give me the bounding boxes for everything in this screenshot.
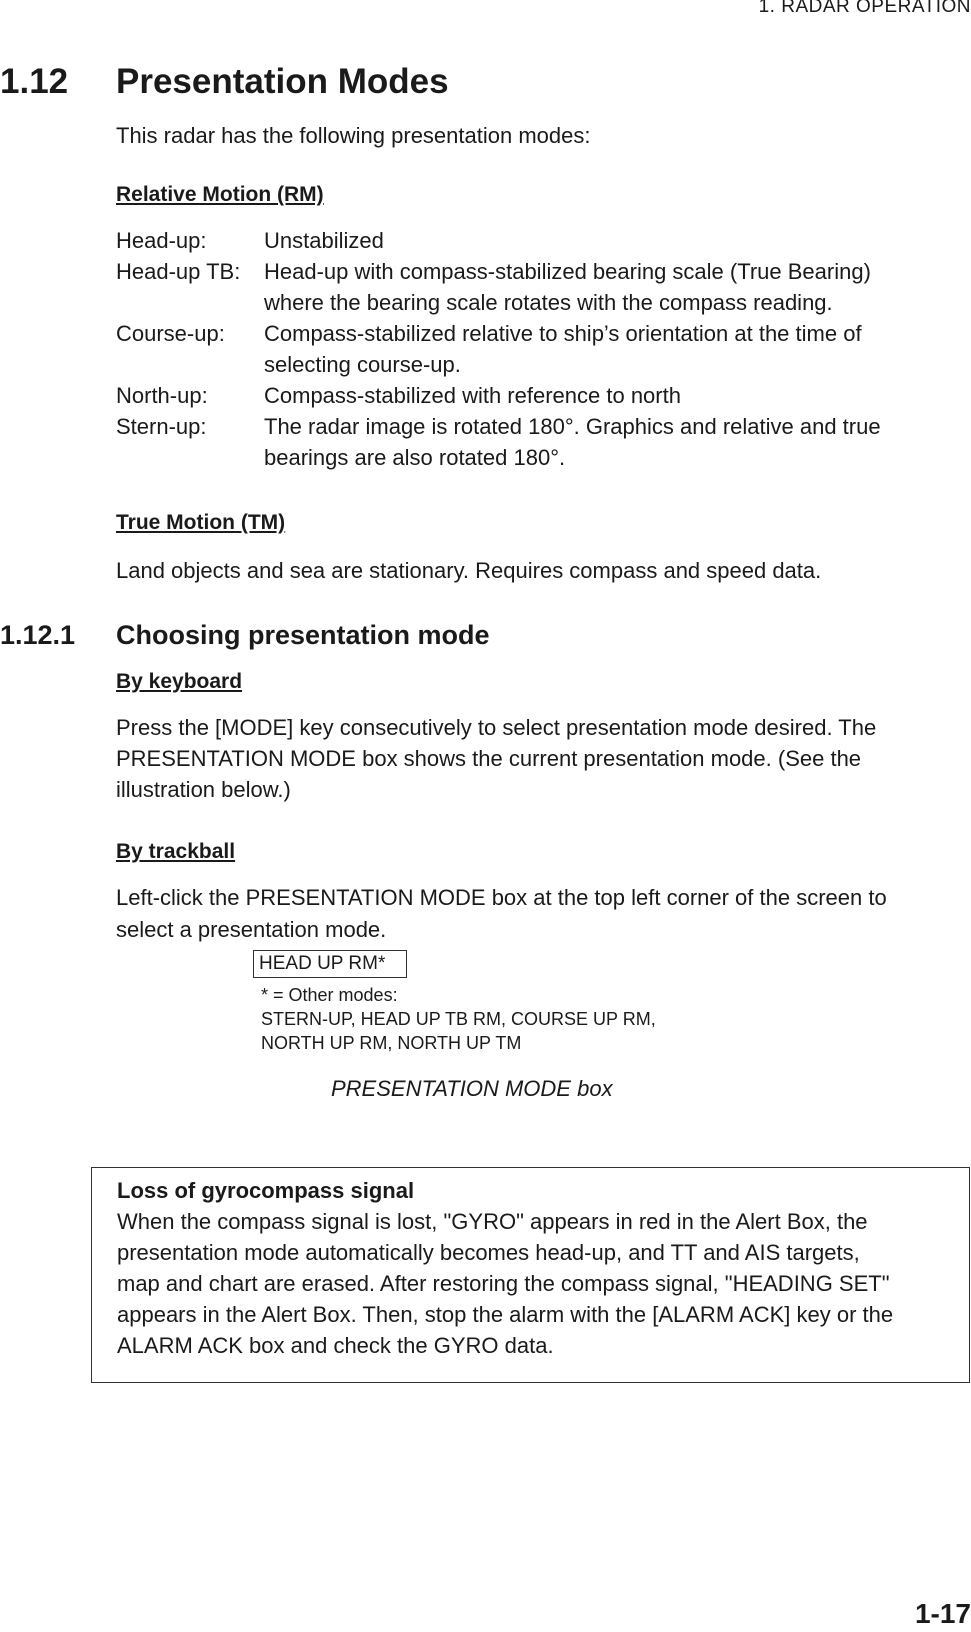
trackball-text-line: Left-click the PRESENTATION MODE box at the top left corner of the screen to [116,885,887,910]
def-course-up-line: Compass-stabilized relative to ship’s orientation at the time of [264,321,862,346]
term-north-up: North-up: [116,383,208,408]
def-course-up-line: selecting course-up. [264,352,461,377]
term-head-up-tb: Head-up TB: [116,259,241,284]
def-north-up-line: Compass-stabilized with reference to north [264,383,681,408]
note-line: When the compass signal is lost, "GYRO" appears in red in the Alert Box, the [117,1209,868,1234]
term-head-up: Head-up: [116,228,207,253]
def-stern-up-line: bearings are also rotated 180°. [264,445,566,470]
tm-text: Land objects and sea are stationary. Requires compass and speed data. [116,558,822,583]
presentation-mode-box[interactable]: HEAD UP RM* [253,950,407,978]
figure-caption: PRESENTATION MODE box [331,1076,613,1101]
def-head-up-tb-line: where the bearing scale rotates with the compass reading. [264,290,833,315]
section-title: Presentation Modes [116,62,449,101]
keyboard-text-line: illustration below.) [116,777,291,802]
note-line: ALARM ACK box and check the GYRO data. [117,1333,554,1358]
term-course-up: Course-up: [116,321,225,346]
section-number: 1.12 [0,62,69,101]
def-head-up-tb-line: Head-up with compass-stabilized bearing scale (True Bearing) [264,259,871,284]
keyboard-heading: By keyboard [116,670,243,693]
subsection-number: 1.12.1 [0,620,76,650]
keyboard-text-line: PRESENTATION MODE box shows the current presentation mode. (See the [116,746,862,771]
page-number: 1-17 [914,1598,971,1629]
figure-note-line: STERN-UP, HEAD UP TB RM, COURSE UP RM, [261,1009,656,1029]
term-stern-up: Stern-up: [116,414,207,439]
keyboard-text-line: Press the [MODE] key consecutively to select presentation mode desired. The [116,715,877,740]
subsection-title: Choosing presentation mode [116,620,490,650]
tm-heading: True Motion (TM) [116,511,286,534]
note-title: Loss of gyrocompass signal [117,1178,415,1203]
figure-note-line: NORTH UP RM, NORTH UP TM [261,1033,522,1053]
def-head-up-line: Unstabilized [264,228,384,253]
note-line: map and chart are erased. After restoring the compass signal, "HEADING SET" [117,1271,890,1296]
running-header: 1. RADAR OPERATION [758,0,971,17]
note-line: presentation mode automatically becomes head-up, and TT and AIS targets, [117,1240,860,1265]
rm-heading: Relative Motion (RM) [116,183,324,206]
note-line: appears in the Alert Box. Then, stop the alarm with the [ALARM ACK] key or the [117,1302,894,1327]
trackball-text-line: select a presentation mode. [116,917,387,942]
def-stern-up-line: The radar image is rotated 180°. Graphics and relative and true [264,414,881,439]
note-box [91,1167,970,1383]
section-intro: This radar has the following presentation modes: [116,123,591,148]
trackball-heading: By trackball [116,840,236,863]
figure-note-line: * = Other modes: [261,985,398,1005]
